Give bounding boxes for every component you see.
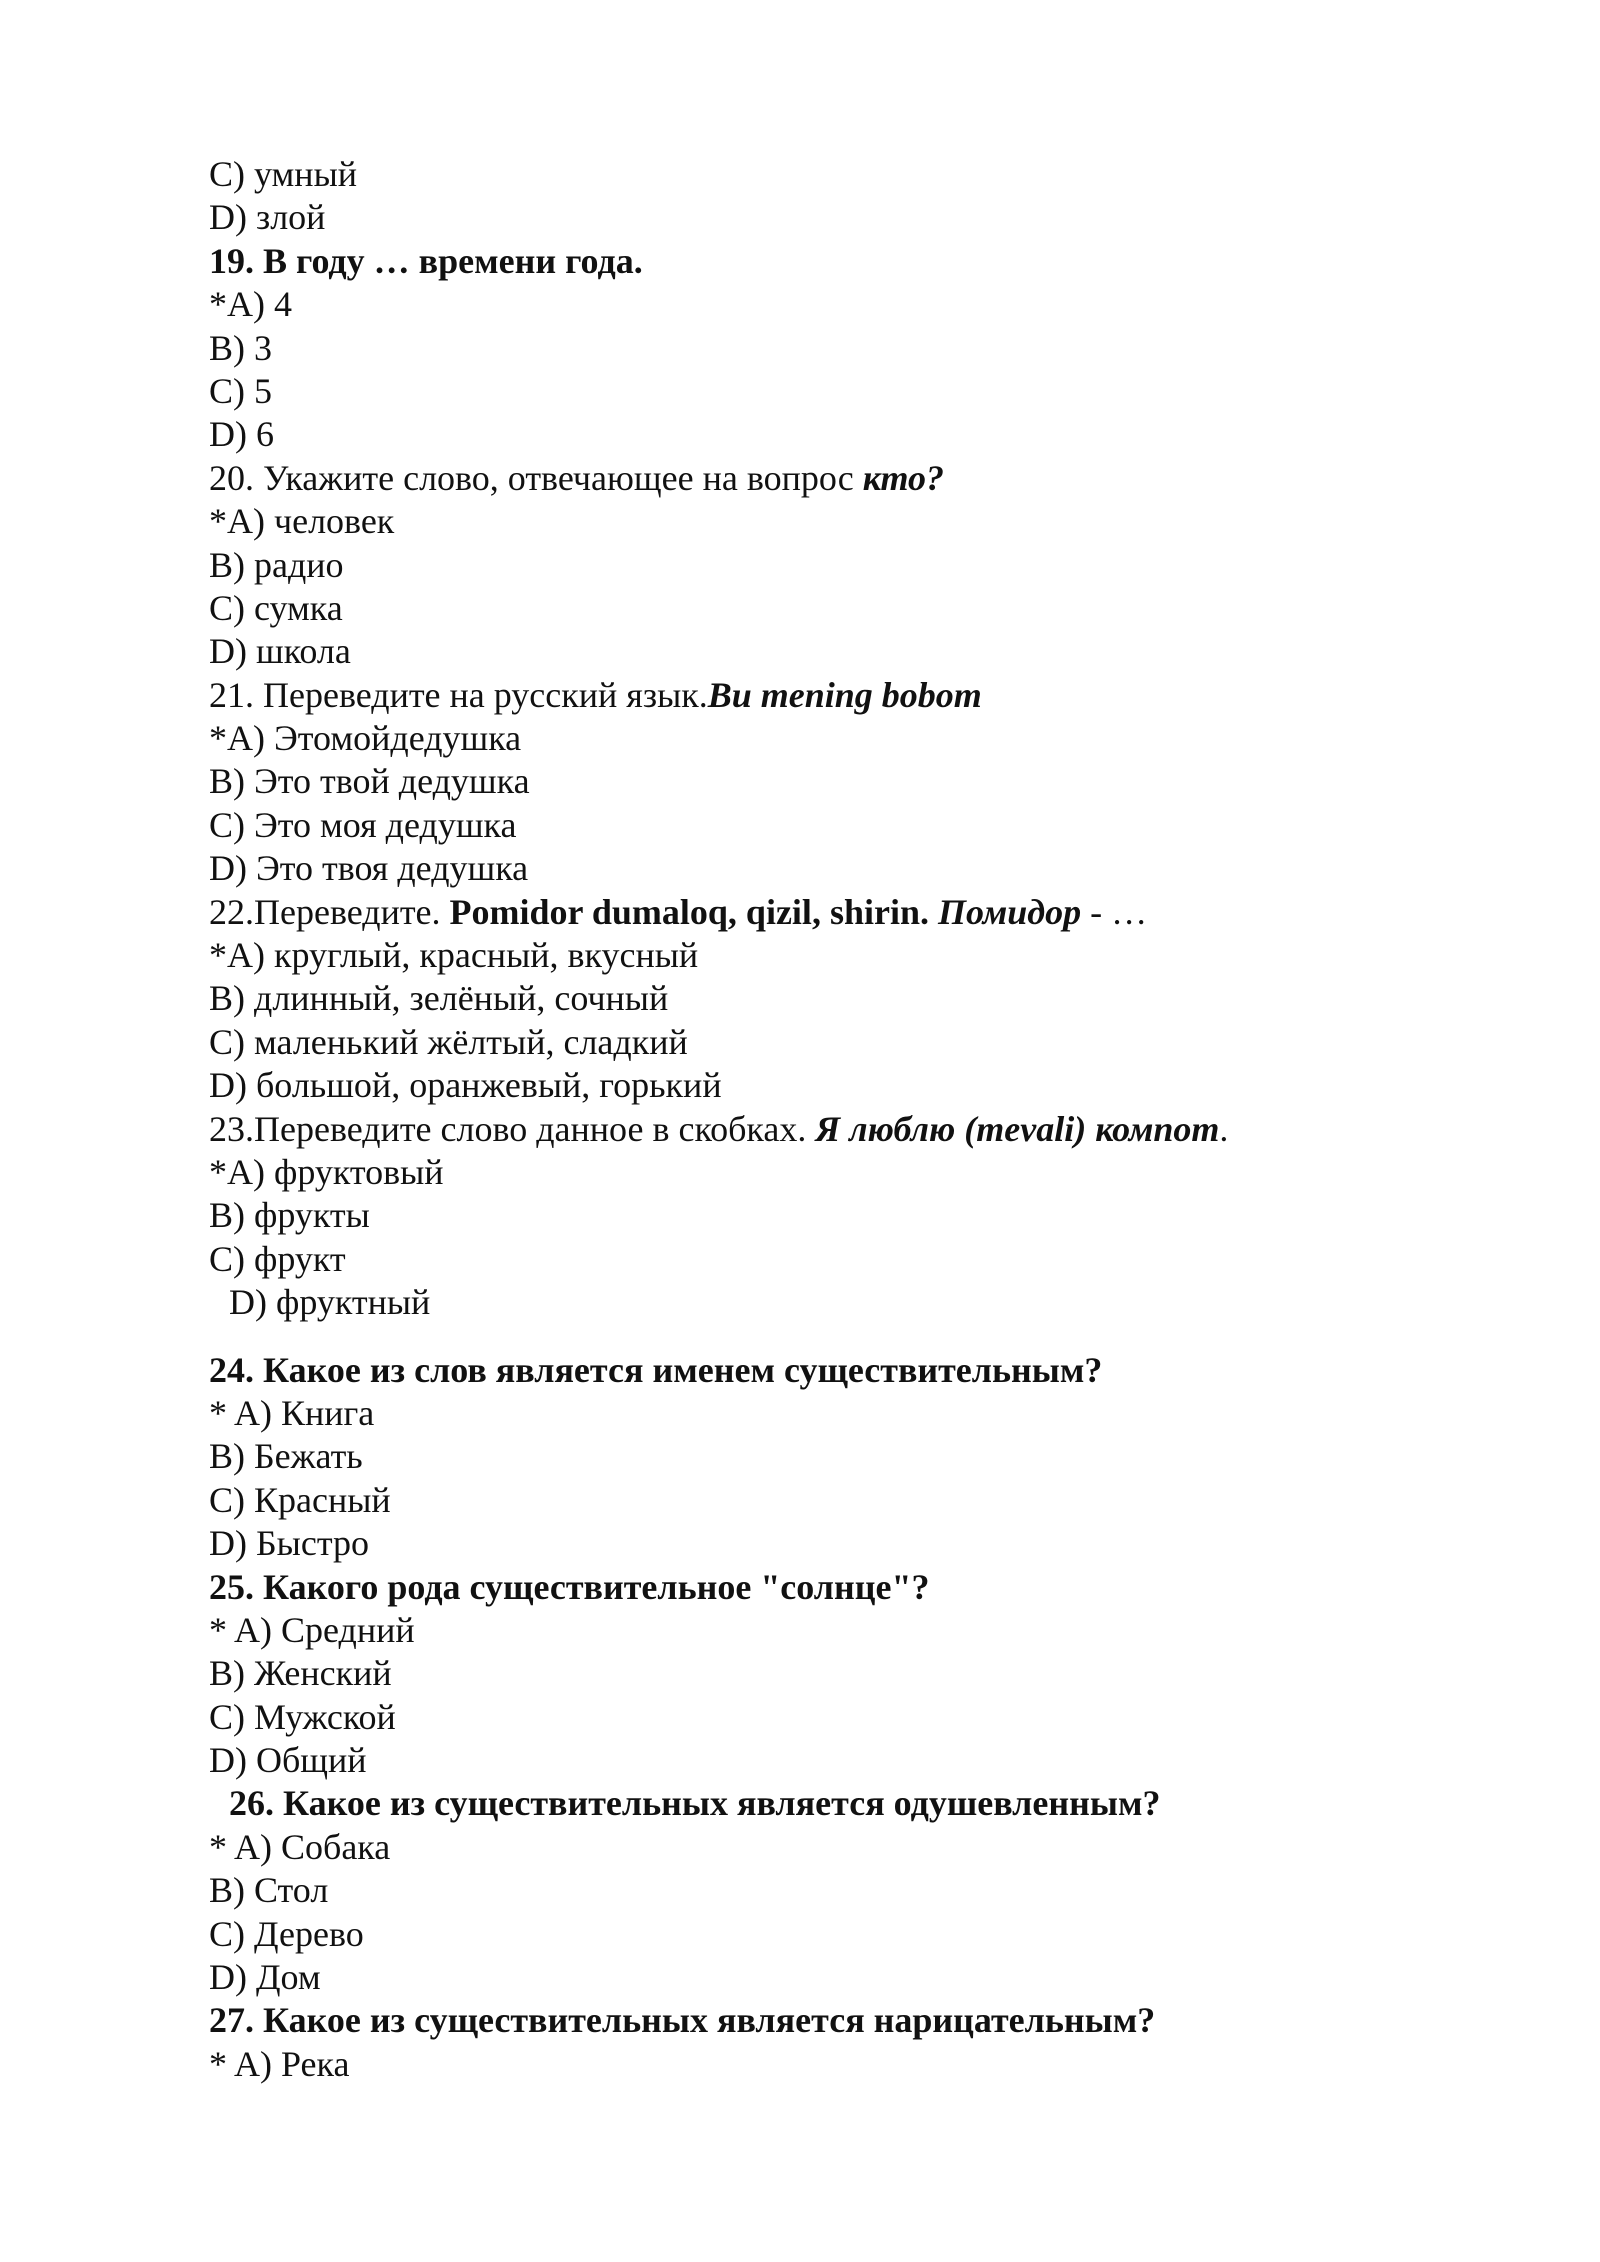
question-22-space	[929, 892, 938, 932]
document-body	[209, 153, 1409, 2086]
question-22-emphasis: Помидор	[937, 891, 1082, 932]
question-20	[209, 457, 1409, 500]
question-23	[209, 1108, 1409, 1151]
option-d-q22: D) большой, оранжевый, горький	[209, 1065, 722, 1106]
option-d-q19: D) 6	[209, 414, 274, 455]
option-b-q22: B) длинный, зелёный, сочный	[209, 978, 669, 1019]
option-a-q20: *A) человек	[209, 501, 395, 542]
option-b-q25: B) Женский	[209, 1653, 392, 1694]
question-21-text: 21. Переведите на русский язык.	[209, 674, 708, 715]
option-d-q25: D) Общий	[209, 1740, 367, 1781]
question-20-text: 20. Укажите слово, отвечающее на вопрос	[209, 457, 863, 498]
question-21	[209, 674, 1409, 717]
option-c-q20: C) сумка	[209, 587, 343, 628]
option-a-q24: * A) Книга	[209, 1392, 375, 1433]
question-20-emphasis: кто?	[862, 457, 945, 498]
option-a-q19: *A) 4	[209, 284, 292, 325]
question-24: 24. Какое из слов является именем существительным?	[209, 1349, 1103, 1390]
option-c-q24: C) Красный	[209, 1479, 391, 1520]
option-b-q26: B) Стол	[209, 1870, 329, 1911]
option-c-q19: C) 5	[209, 370, 272, 411]
option-a-q23: *A) фруктовый	[209, 1151, 444, 1192]
option-c-q23: C) фрукт	[209, 1238, 346, 1279]
question-23-phrase: Я люблю (mevali) компот	[815, 1108, 1220, 1149]
option-a-q25: * A) Средний	[209, 1609, 415, 1650]
option-b-q21: B) Это твой дедушка	[209, 761, 530, 802]
option-a-q22: *A) круглый, красный, вкусный	[209, 935, 699, 976]
question-27: 27. Какое из существительных является нарицательным?	[209, 2000, 1156, 2041]
option-b-q20: B) радио	[209, 544, 344, 585]
option-d-q24: D) Быстро	[209, 1523, 369, 1564]
question-22-phrase: Pomidor dumaloq, qizil, shirin.	[449, 891, 929, 932]
option-b-q23: B) фрукты	[209, 1195, 370, 1236]
option-c-q18: C) умный	[209, 154, 358, 194]
option-c-q22: C) маленький жёлтый, сладкий	[209, 1021, 688, 1062]
option-a-q27: * A) Река	[209, 2043, 350, 2084]
option-d-q26: D) Дом	[209, 1957, 321, 1998]
option-c-q25: C) Мужской	[209, 1696, 396, 1737]
question-22-text: 22.Переведите.	[209, 891, 450, 932]
option-a-q26: * A) Собака	[209, 1826, 391, 1867]
option-b-q24: B) Бежать	[209, 1436, 363, 1477]
option-b-q19: B) 3	[209, 327, 272, 368]
option-d-q23: D) фруктный	[229, 1282, 431, 1323]
option-d-q21: D) Это твоя дедушка	[209, 848, 529, 889]
question-23-tail: .	[1219, 1108, 1229, 1149]
option-d-q18: D) злой	[209, 197, 326, 238]
option-c-q21: C) Это моя дедушка	[209, 804, 517, 845]
option-d-q20: D) школа	[209, 631, 351, 672]
option-a-q21: *A) Этомойдедушка	[209, 718, 522, 759]
question-19: 19. В году … времени года.	[209, 240, 643, 281]
question-21-phrase: Bu mening bobom	[707, 674, 982, 715]
question-22-tail: - …	[1081, 891, 1148, 932]
option-c-q26: C) Дерево	[209, 1913, 364, 1954]
question-22	[209, 891, 1409, 934]
question-25: 25. Какого рода существительное "солнце"?	[209, 1566, 930, 1607]
question-26: 26. Какое из существительных является одушевленным?	[229, 1783, 1161, 1824]
question-23-text: 23.Переведите слово данное в скобках.	[209, 1108, 816, 1149]
